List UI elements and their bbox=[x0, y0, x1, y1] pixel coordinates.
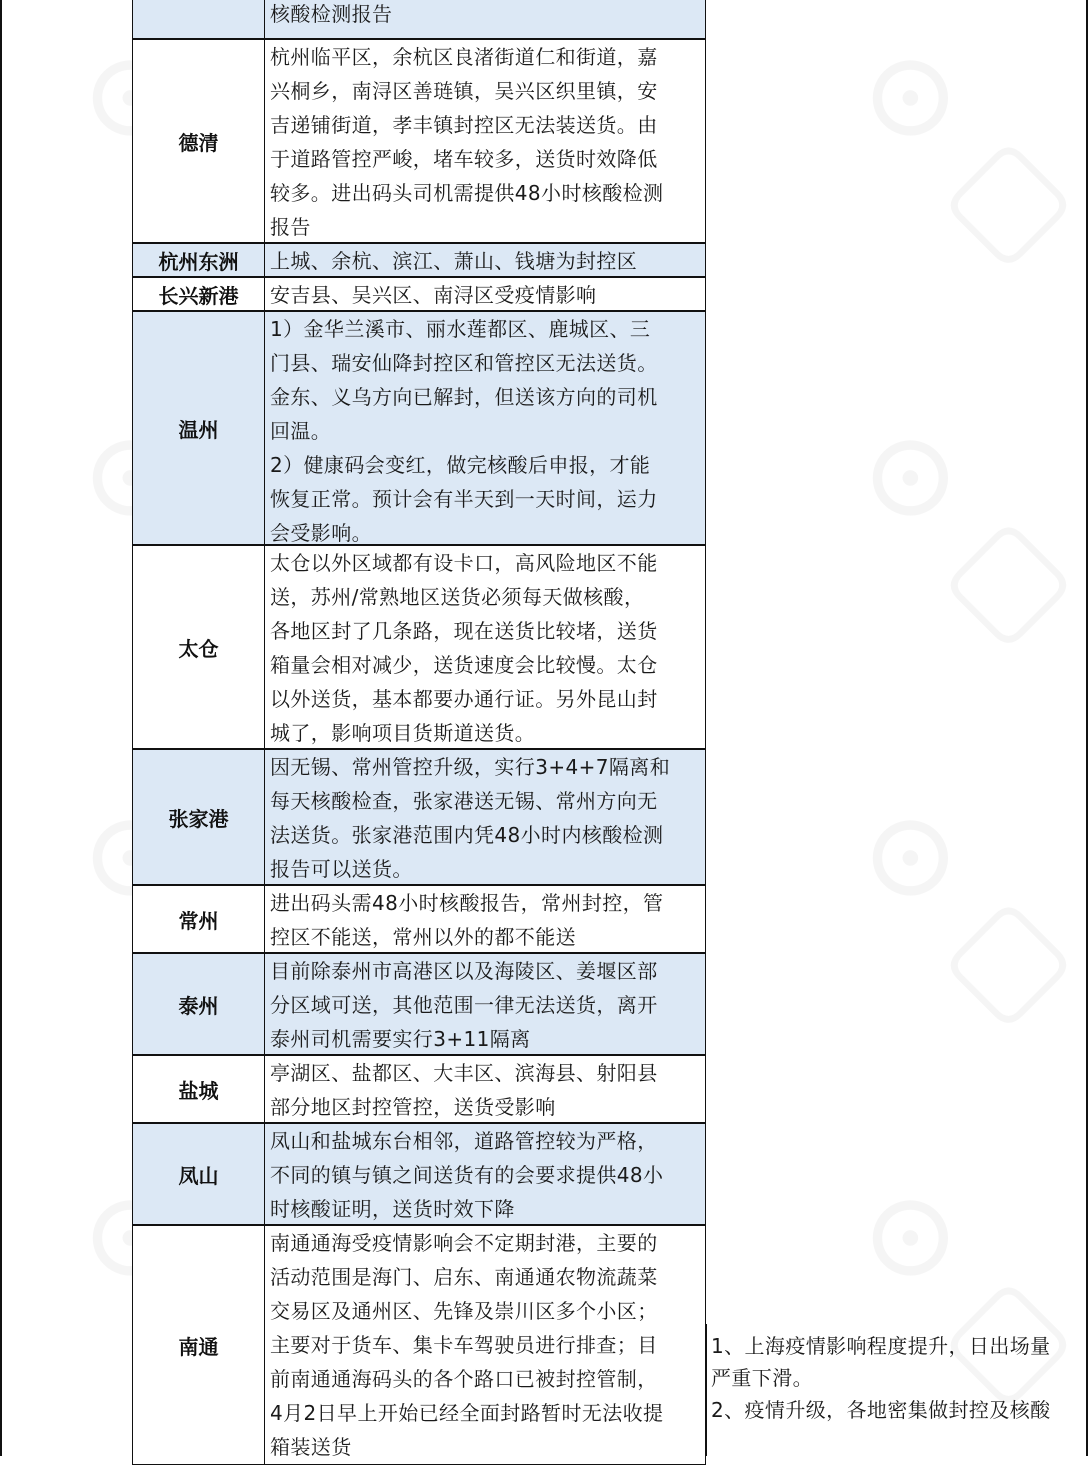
region-name-cell: 德清 bbox=[132, 39, 264, 243]
description-line: 2）健康码会变红，做完核酸后申报，才能 bbox=[270, 453, 651, 477]
description-line: 亭湖区、盐都区、大丰区、滨海县、射阳县 bbox=[270, 1061, 658, 1085]
table-row bbox=[132, 311, 706, 545]
description-line: 活动范围是海门、启东、南通通农物流蔬菜 bbox=[270, 1265, 658, 1289]
summary-note-line: 严重下滑。 bbox=[711, 1366, 813, 1390]
region-description-cell bbox=[264, 953, 706, 1055]
table-row bbox=[132, 0, 706, 39]
description-line: 凤山和盐城东台相邻，道路管控较为严格， bbox=[270, 1129, 658, 1153]
description-line: 报告可以送货。 bbox=[270, 857, 413, 881]
description-line: 金东、义乌方向已解封，但送该方向的司机 bbox=[270, 385, 658, 409]
region-name-cell: 长兴新港 bbox=[132, 277, 264, 311]
description-line: 控区不能送，常州以外的都不能送 bbox=[270, 925, 576, 949]
description-line: 核酸检测报告 bbox=[270, 2, 393, 26]
table-row bbox=[132, 749, 706, 885]
description-line: 回温。 bbox=[270, 419, 332, 443]
table-row bbox=[132, 885, 706, 953]
description-line: 恢复正常。预计会有半天到一天时间，运力 bbox=[270, 487, 658, 511]
description-line: 交易区及通州区、先锋及崇川区多个小区； bbox=[270, 1299, 658, 1323]
description-line: 时核酸证明，送货时效下降 bbox=[270, 1197, 515, 1221]
region-name-cell: 温州 bbox=[132, 311, 264, 545]
region-name-cell: 杭州东洲 bbox=[132, 243, 264, 277]
description-line: 南通通海受疫情影响会不定期封港，主要的 bbox=[270, 1231, 658, 1255]
description-line: 前南通通海码头的各个路口已被封控管制， bbox=[270, 1367, 658, 1391]
region-name-cell bbox=[132, 0, 264, 39]
description-line: 上城、余杭、滨江、萧山、钱塘为封控区 bbox=[270, 249, 638, 273]
description-line: 于道路管控严峻，堵车较多，送货时效降低 bbox=[270, 147, 658, 171]
table-row bbox=[132, 1225, 706, 1465]
region-description-cell bbox=[264, 749, 706, 885]
region-name-cell: 南通 bbox=[132, 1225, 264, 1465]
region-description-cell bbox=[264, 311, 706, 545]
region-description-cell bbox=[264, 1123, 706, 1225]
description-line: 杭州临平区，余杭区良渚街道仁和街道，嘉 bbox=[270, 45, 658, 69]
region-name-cell: 常州 bbox=[132, 885, 264, 953]
region-description-cell bbox=[264, 0, 706, 39]
description-line: 因无锡、常州管控升级，实行3+4+7隔离和 bbox=[270, 755, 671, 779]
region-description-cell bbox=[264, 1225, 706, 1465]
summary-note-line: 1、上海疫情影响程度提升，日出场量 bbox=[711, 1334, 1051, 1358]
description-line: 报告 bbox=[270, 215, 311, 239]
description-line: 进出码头需48小时核酸报告，常州封控，管 bbox=[270, 891, 664, 915]
description-line: 泰州司机需要实行3+11隔离 bbox=[270, 1027, 531, 1051]
description-line: 不同的镇与镇之间送货有的会要求提供48小 bbox=[270, 1163, 664, 1187]
description-line: 部分地区封控管控，送货受影响 bbox=[270, 1095, 556, 1119]
region-description-cell bbox=[264, 885, 706, 953]
region-name-cell: 凤山 bbox=[132, 1123, 264, 1225]
summary-note bbox=[706, 1324, 1086, 1456]
table-row bbox=[132, 243, 706, 277]
table-row bbox=[132, 1055, 706, 1123]
description-line: 每天核酸检查，张家港送无锡、常州方向无 bbox=[270, 789, 658, 813]
description-line: 以外送货，基本都要办通行证。另外昆山封 bbox=[270, 687, 658, 711]
description-line: 分区域可送，其他范围一律无法送货，离开 bbox=[270, 993, 658, 1017]
description-line: 较多。进出码头司机需提供48小时核酸检测 bbox=[270, 181, 664, 205]
description-line: 箱量会相对减少，送货速度会比较慢。太仓 bbox=[270, 653, 658, 677]
region-description-cell bbox=[264, 277, 706, 311]
table-row bbox=[132, 545, 706, 749]
description-line: 送，苏州/常熟地区送货必须每天做核酸， bbox=[270, 585, 645, 609]
description-line: 太仓以外区域都有设卡口，高风险地区不能 bbox=[270, 551, 658, 575]
description-line: 城了，影响项目货斯道送货。 bbox=[270, 721, 536, 745]
description-line: 法送货。张家港范围内凭48小时内核酸检测 bbox=[270, 823, 664, 847]
description-line: 目前除泰州市高港区以及海陵区、姜堰区部 bbox=[270, 959, 658, 983]
description-line: 吉递铺街道，孝丰镇封控区无法装送货。由 bbox=[270, 113, 658, 137]
region-name-cell: 太仓 bbox=[132, 545, 264, 749]
region-description-cell bbox=[264, 243, 706, 277]
table-row bbox=[132, 39, 706, 243]
table-row bbox=[132, 277, 706, 311]
table-row bbox=[132, 1123, 706, 1225]
summary-note-line: 2、疫情升级，各地密集做封控及核酸 bbox=[711, 1398, 1051, 1422]
region-description-cell bbox=[264, 545, 706, 749]
description-line: 会受影响。 bbox=[270, 521, 372, 545]
region-description-cell bbox=[264, 39, 706, 243]
description-line: 箱装送货 bbox=[270, 1435, 352, 1459]
description-line: 1）金华兰溪市、丽水莲都区、鹿城区、三 bbox=[270, 317, 651, 341]
description-line: 各地区封了几条路，现在送货比较堵，送货 bbox=[270, 619, 658, 643]
region-name-cell: 泰州 bbox=[132, 953, 264, 1055]
table-row bbox=[132, 953, 706, 1055]
description-line: 主要对于货车、集卡车驾驶员进行排查；目 bbox=[270, 1333, 658, 1357]
left-border bbox=[0, 0, 2, 1456]
description-line: 4月2日早上开始已经全面封路暂时无法收提 bbox=[270, 1401, 664, 1425]
description-line: 兴桐乡，南浔区善琏镇，吴兴区织里镇，安 bbox=[270, 79, 658, 103]
description-line: 门县、瑞安仙降封控区和管控区无法送货。 bbox=[270, 351, 658, 375]
region-description-cell bbox=[264, 1055, 706, 1123]
region-name-cell: 盐城 bbox=[132, 1055, 264, 1123]
region-name-cell: 张家港 bbox=[132, 749, 264, 885]
description-line: 安吉县、吴兴区、南浔区受疫情影响 bbox=[270, 283, 597, 307]
